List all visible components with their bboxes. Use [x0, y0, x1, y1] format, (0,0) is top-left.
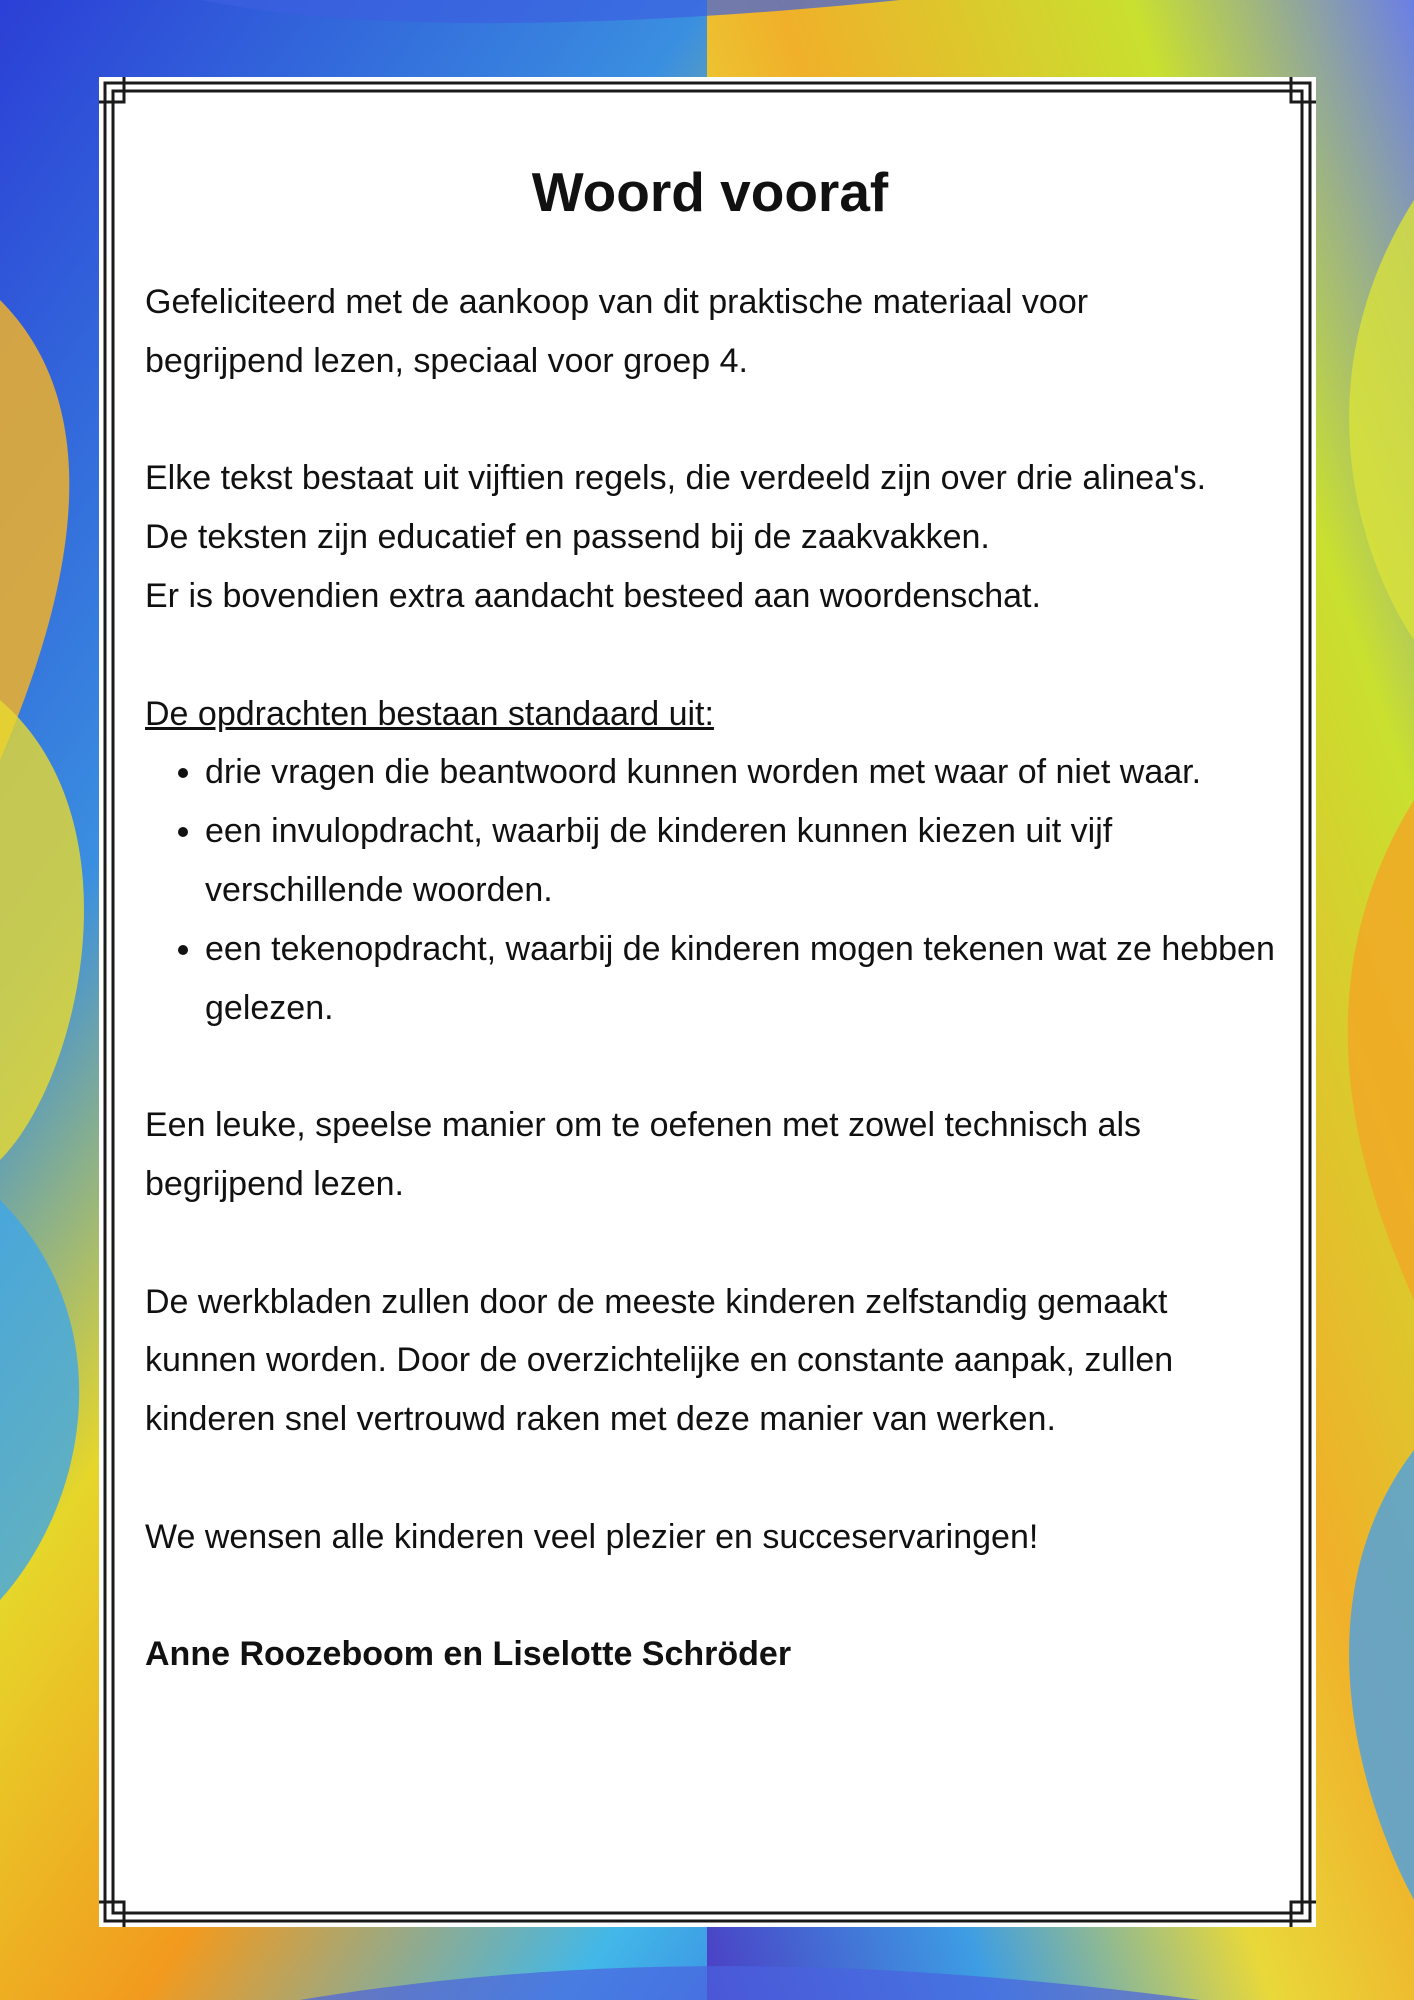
- list-item: • een invulopdracht, waarbij de kinderen kunnen kiezen uit vijf verschillende woorden.: [205, 802, 1275, 920]
- page-title: Woord vooraf: [531, 161, 889, 223]
- independence-line: De werkbladen zullen door de meeste kinderen zelfstandig gemaakt: [145, 1282, 1168, 1321]
- list-item: • drie vragen die beantwoord kunnen worden met waar of niet waar.: [205, 743, 1275, 802]
- closing-wish: We wensen alle kinderen veel plezier en succeservaringen!: [145, 1517, 1039, 1556]
- structure-line: Er is bovendien extra aandacht besteed aan woordenschat.: [145, 576, 1041, 615]
- list-item: • een tekenopdracht, waarbij de kinderen mogen tekenen wat ze hebben gelezen.: [205, 920, 1275, 1038]
- document-page: [99, 77, 1316, 1927]
- independence-line: kinderen snel vertrouwd raken met deze manier van werken.: [145, 1400, 1056, 1439]
- intro-line: begrijpend lezen, speciaal voor groep 4.: [145, 341, 748, 380]
- practice-line: begrijpend lezen.: [145, 1164, 404, 1203]
- independence-line: kunnen worden. Door de overzichtelijke en constante aanpak, zullen: [145, 1341, 1174, 1380]
- tasks-heading: De opdrachten bestaan standaard uit:: [145, 694, 714, 733]
- content-area: [145, 147, 1275, 1684]
- author-signature: Anne Roozeboom en Liselotte Schröder: [145, 1635, 792, 1674]
- structure-line: Elke tekst bestaat uit vijftien regels, die verdeeld zijn over drie alinea's.: [145, 459, 1207, 498]
- structure-line: De teksten zijn educatief en passend bij de zaakvakken.: [145, 518, 990, 557]
- intro-line: Gefeliciteerd met de aankoop van dit praktische materiaal voor: [145, 283, 1089, 321]
- practice-line: Een leuke, speelse manier om te oefenen met zowel technisch als: [145, 1106, 1141, 1145]
- tasks-list: [145, 743, 1275, 1037]
